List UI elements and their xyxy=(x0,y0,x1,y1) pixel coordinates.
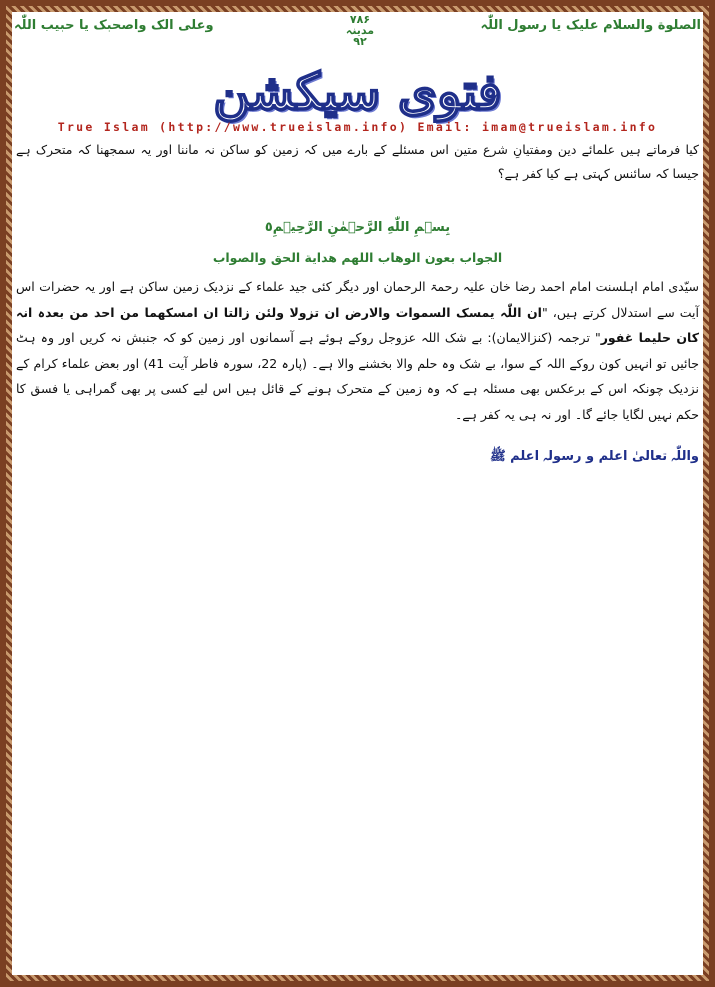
answer-text xyxy=(16,274,699,427)
badge-786-madina-92 xyxy=(330,14,390,47)
page-content xyxy=(12,12,703,975)
badge-top: ۷۸۶ xyxy=(349,13,371,26)
bismillah: بِسۡمِ اللّٰهِ الرَّحۡمٰنِ الرَّحِیۡمِ٥ xyxy=(264,220,451,235)
answer-part-2: " ترجمہ (کنزالایمان): بے شک اللہ عزوجل روکے ہوئے ہے آسمانوں اور زمین کو کہ جنبش نہ کریں اور وہ ہٹ جائیں تو انہیں کون روکے اللہ کے سوا، بے شک وہ حلم والا بخشنے والا ہے۔ (پارہ 22، سورہ فاطر آیت 41) اور بعض علماء کرام کے نزدیک چونکہ اس کے برعکس بھی مسئلہ ہے کہ وہ زمین کے متحرک ہونے کے قائل ہیں اس لیے کسی پر بھی گمراہی یا فسق کا حکم نہیں لگایا جائے گا۔ اور نہ ہی یہ کفر ہے۔ xyxy=(16,330,699,422)
question-text: کیا فرماتے ہیں علمائے دین ومفتیانِ شرع متین اس مسئلے کے بارے میں کہ زمین کو ساکن نہ ماننا اور یہ سمجھنا کہ متحرک ہے جیسا کہ سائنس کہتی ہے کیا کفر ہے؟ xyxy=(16,142,699,181)
badge-middle: مدینہ xyxy=(345,24,375,37)
contact-line[interactable]: True Islam (http://www.trueislam.info) Email: imam@trueislam.info xyxy=(57,120,658,134)
quranic-ayah: ان اللّٰہ یمسک السموات والارض ان تزولا ولئن زالتا ان امسکھما من احد من بعدہ انہ کان حلیما غفور xyxy=(16,304,699,345)
page-title: فتوی سیکشن xyxy=(213,62,502,121)
answer-heading: الجواب بعون الوهاب اللهم هداية الحق والصواب xyxy=(212,250,503,265)
closing-line: واللّٰہ تعالیٰ اعلم و رسولہ اعلم ﷺ xyxy=(489,449,699,464)
answer-part-1: سیّدی امام اہلسنت امام احمد رضا خان علیہ رحمۃ الرحمان اور دیگر کئی جید علماء کے نزدیک زمین ساکن ہے اور یہ حضرات اس آیت سے استدلال کرتے ہیں، " xyxy=(16,279,699,320)
salutation-left: وعلی الک واصحبک یا حبیب اللّٰہ xyxy=(14,18,214,33)
salutation-right: الصلوة والسلام علیک یا رسول اللّٰہ xyxy=(480,18,701,33)
header-row xyxy=(12,14,703,48)
badge-bottom: ۹۲ xyxy=(353,35,367,48)
